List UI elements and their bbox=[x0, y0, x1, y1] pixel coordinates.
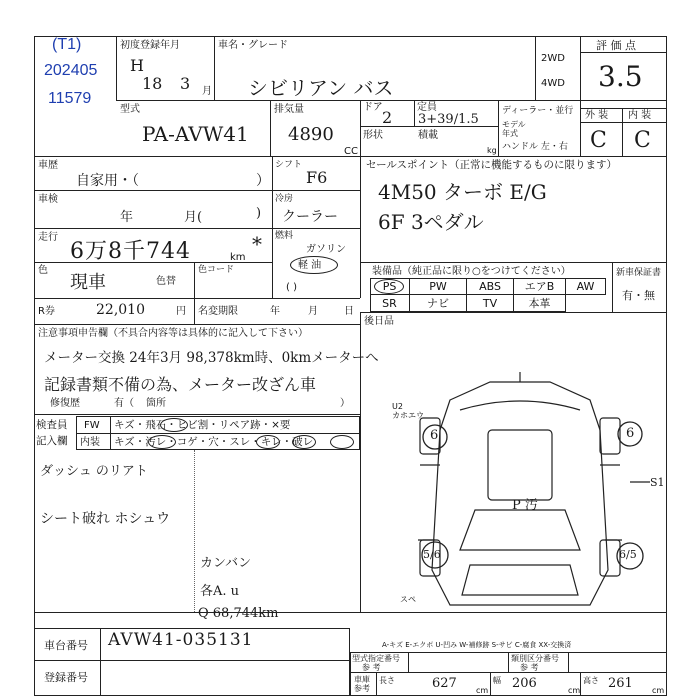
car-name: シビリアン バス bbox=[248, 76, 394, 100]
fw-stone-circle bbox=[160, 418, 188, 432]
month-unit: 月 bbox=[202, 86, 212, 97]
exterior-value: C bbox=[590, 128, 607, 153]
deadline-year: 年 bbox=[270, 306, 280, 317]
shift-label: シフト bbox=[275, 160, 303, 170]
equip-aw: AW bbox=[566, 278, 606, 295]
mileage-mark: * bbox=[252, 232, 262, 256]
interior-tear-circle bbox=[330, 435, 354, 449]
fw-items: キズ・飛石・ヒビ割・リペア跡・×要 bbox=[114, 419, 291, 431]
chassis-label: 車台番号 bbox=[44, 639, 88, 652]
doors-label: ドア bbox=[363, 102, 383, 113]
warranty-value: 有・無 bbox=[622, 289, 655, 302]
shaken-year: 年 bbox=[120, 210, 134, 225]
reg-month: 3 bbox=[180, 74, 191, 93]
recycle-label: R券 bbox=[38, 306, 55, 317]
interior-items-label: 内装 bbox=[80, 437, 100, 448]
equip-ps-circle bbox=[374, 279, 404, 294]
diagram-bottom-note: スペ bbox=[400, 595, 416, 604]
diagram-mark-fr: 6 bbox=[626, 426, 635, 441]
comment-4: 各A. u bbox=[200, 584, 240, 599]
era: H bbox=[130, 56, 144, 75]
notes-label: 注意事項申告欄（不具合内容等は具体的に記入して下さい） bbox=[38, 328, 308, 339]
fuel-paren: ( ) bbox=[286, 282, 297, 293]
equip-tv: TV bbox=[467, 295, 514, 312]
comment-1: ダッシュ のリアト bbox=[40, 464, 148, 479]
interior-cut-circle bbox=[292, 435, 316, 449]
recycle-value: 22,010 bbox=[96, 302, 145, 318]
diagram-mark-fl: 6 bbox=[430, 428, 439, 443]
fw-label: FW bbox=[84, 420, 100, 431]
repair-label: 修復歴 bbox=[50, 398, 80, 409]
width-value: 206 bbox=[512, 676, 537, 691]
class-label: 類別区分番号 bbox=[511, 654, 559, 663]
diagram-mark-rl: 5/6 bbox=[423, 548, 441, 561]
type-cert-label: 型式指定番号 bbox=[352, 654, 400, 663]
deadline-month: 月 bbox=[308, 306, 318, 317]
shaken-month: 月( bbox=[184, 210, 203, 225]
interior-items: キズ・汚レ・コゲ・穴・スレ・キレ・破レ bbox=[114, 436, 314, 448]
stamp-line-2: 202405 bbox=[44, 62, 98, 79]
comment-2: シート破れ ホシュウ bbox=[40, 511, 171, 527]
damage-legend: A-キズ E-エクボ U-凹み W-補修跡 S-サビ C-腐食 XX-交換済 bbox=[382, 641, 572, 649]
recycle-yen: 円 bbox=[176, 306, 186, 317]
registration-label: 登録番号 bbox=[44, 671, 88, 684]
kg-unit: kg bbox=[487, 146, 497, 155]
length-label: 長さ bbox=[379, 676, 395, 685]
rating-value: 3.5 bbox=[598, 60, 643, 93]
color-value: 現車 bbox=[70, 272, 106, 293]
diagram-note-tl: U2 カホエウ bbox=[392, 402, 424, 420]
mileage-label: 走行 bbox=[38, 232, 58, 243]
interior-dirt-circle bbox=[148, 435, 176, 449]
chassis-value: AVW41-035131 bbox=[108, 630, 254, 650]
interior-wear-circle bbox=[256, 435, 280, 449]
km-unit: km bbox=[230, 252, 246, 263]
height-label: 高さ bbox=[583, 676, 599, 685]
diagram-mark-rr: 6/5 bbox=[619, 548, 637, 561]
height-unit: cm bbox=[652, 686, 665, 695]
shift-value: F6 bbox=[306, 168, 328, 187]
color-label: 色 bbox=[38, 265, 48, 276]
sales-line-1: 4M50 ターボ E/G bbox=[378, 180, 547, 204]
sales-label: セールスポイント（正常に機能するものに限ります） bbox=[366, 159, 618, 171]
drive-2wd: 2WD bbox=[541, 53, 565, 64]
fuel-diesel: 軽 油 bbox=[298, 260, 322, 271]
sales-line-2: 6F 3ペダル bbox=[378, 210, 484, 234]
equip-leather: 本革 bbox=[514, 295, 566, 312]
dealer-label: ディーラー・並行 bbox=[502, 106, 574, 116]
size-label: 車庫 参考 bbox=[354, 675, 370, 693]
inspector-label: 検査員 bbox=[36, 419, 68, 431]
repair-unit: 箇所 bbox=[146, 398, 166, 409]
diagram-side-note: S1 bbox=[650, 476, 665, 489]
rear-seat-label: 後日品 bbox=[364, 316, 394, 327]
capacity-label: 定員 bbox=[417, 102, 437, 113]
interior-value: C bbox=[634, 128, 651, 153]
history-value: 自家用・（ bbox=[76, 173, 139, 189]
shaken-label: 車検 bbox=[38, 194, 58, 205]
model-value: PA-AVW41 bbox=[142, 122, 249, 146]
interior-label: 内 装 bbox=[628, 110, 652, 121]
equip-airbag: エアB bbox=[514, 278, 566, 295]
capacity-value: 3+39/1.5 bbox=[418, 112, 479, 127]
history-close: ） bbox=[256, 173, 270, 189]
shape-label: 形状 bbox=[363, 130, 383, 141]
first-reg-label: 初度登録年月 bbox=[120, 40, 180, 51]
reg-year: 18 bbox=[142, 74, 163, 93]
width-label: 幅 bbox=[493, 676, 501, 685]
exterior-label: 外 装 bbox=[585, 110, 609, 121]
deadline-label: 名変期限 bbox=[198, 306, 238, 317]
color-code-label: 色コード bbox=[198, 265, 235, 275]
color-change-label: 色替 bbox=[156, 276, 176, 287]
equip-abs: ABS bbox=[467, 278, 514, 295]
displacement-label: 排気量 bbox=[274, 104, 304, 115]
notes-line-2: 記録書類不備の為、メーター改ざん車 bbox=[44, 375, 317, 394]
handle-label: ハンドル 左・右 bbox=[502, 142, 568, 152]
width-unit: cm bbox=[568, 686, 581, 695]
equip-ps: PS bbox=[370, 278, 410, 295]
deadline-day: 日 bbox=[344, 306, 354, 317]
history-label: 車歴 bbox=[38, 160, 58, 171]
equip-pw: PW bbox=[410, 278, 467, 295]
equip-sr: SR bbox=[370, 295, 410, 312]
repair-value: 有（ bbox=[114, 398, 134, 409]
class-sub: 参 考 bbox=[520, 663, 539, 672]
comment-5: Q 68,744km bbox=[198, 606, 279, 621]
equipment-label: 装備品（純正品に限り○をつけてください） bbox=[372, 266, 571, 277]
doors-value: 2 bbox=[382, 108, 393, 127]
stamp-line-1: (T1) bbox=[52, 36, 82, 53]
load-label: 積載 bbox=[418, 130, 438, 141]
repair-close: ） bbox=[340, 398, 350, 409]
stamp-line-3: 11579 bbox=[48, 90, 92, 107]
height-value: 261 bbox=[608, 676, 633, 691]
ac-label: 冷房 bbox=[275, 194, 294, 204]
cc-unit: CC bbox=[344, 146, 358, 157]
fuel-gas: ガソリン bbox=[306, 244, 346, 255]
ac-value: クーラー bbox=[282, 209, 338, 225]
notes-line-1: メーター交換 24年3月 98,378km時、0kmメーターへ bbox=[44, 350, 379, 366]
fuel-label: 燃料 bbox=[275, 231, 294, 241]
shaken-close: ) bbox=[256, 206, 262, 221]
mileage-value: 6万8千744 bbox=[70, 239, 191, 264]
length-unit: cm bbox=[476, 686, 489, 695]
comment-3: カンバン bbox=[200, 556, 252, 571]
length-value: 627 bbox=[432, 676, 457, 691]
displacement-value: 4890 bbox=[288, 124, 334, 145]
entry-label: 記入欄 bbox=[36, 435, 68, 447]
warranty-label: 新車保証書 bbox=[616, 268, 662, 278]
comments-divider bbox=[194, 450, 195, 612]
car-name-label: 車名・グレード bbox=[218, 40, 288, 51]
diagram-center-note: P 汚 bbox=[512, 498, 538, 513]
drive-4wd: 4WD bbox=[541, 78, 565, 89]
rating-label: 評 価 点 bbox=[596, 39, 636, 52]
equip-navi: ナビ bbox=[410, 295, 467, 312]
type-cert-sub: 参 考 bbox=[362, 663, 381, 672]
model-label: 型式 bbox=[120, 104, 140, 115]
model-year-label: モデル 年式 bbox=[502, 120, 526, 138]
